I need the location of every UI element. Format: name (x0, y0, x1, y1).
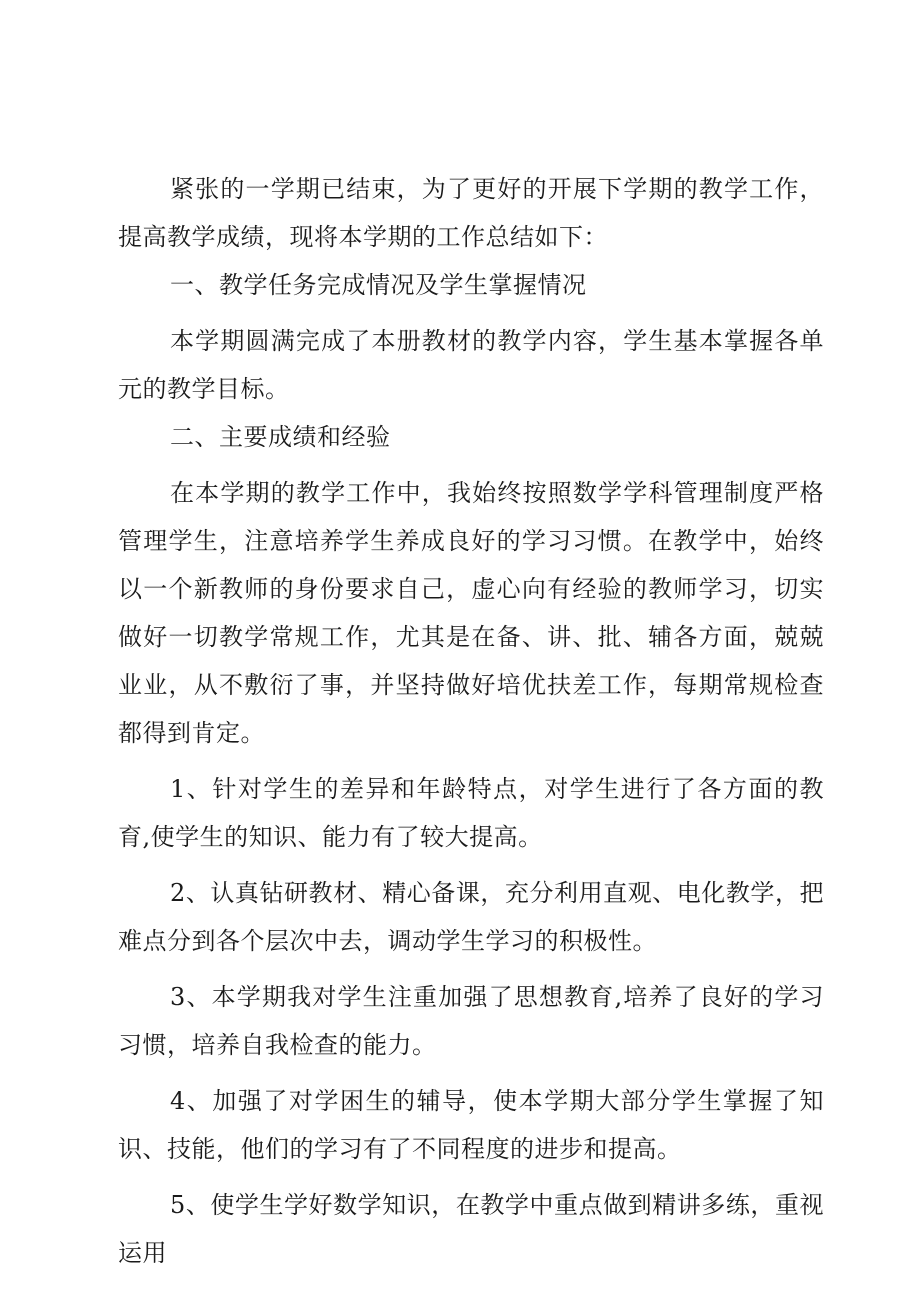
list-item-3: 3、本学期我对学生注重加强了思想教育,培养了良好的学习习惯，培养自我检查的能力。 (118, 983, 824, 1059)
list-item-5: 5、使学生学好数学知识，在教学中重点做到精讲多练，重视运用 (118, 1191, 824, 1267)
list-item-4: 4、加强了对学困生的辅导，使本学期大部分学生掌握了知识、技能，他们的学习有了不同程度的进步和提高。 (118, 1087, 824, 1163)
section-1-paragraph: 本学期圆满完成了本册教材的教学内容，学生基本掌握各单元的教学目标。 (118, 327, 824, 403)
section-heading-2: 二、主要成绩和经验 (170, 423, 391, 451)
list-item-2: 2、认真钻研教材、精心备课，充分利用直观、电化教学，把难点分到各个层次中去，调动学生学习的积极性。 (118, 879, 824, 955)
intro-paragraph: 紧张的一学期已结束，为了更好的开展下学期的教学工作，提高教学成绩，现将本学期的工作总结如下： (118, 175, 824, 251)
section-heading-1: 一、教学任务完成情况及学生掌握情况 (170, 271, 587, 299)
section-2-paragraph: 在本学期的教学工作中，我始终按照数学学科管理制度严格管理学生，注意培养学生养成良好的学习习惯。在教学中，始终以一个新教师的身份要求自己，虚心向有经验的教师学习，切实做好一切教学常规工作，尤其是在备、讲、批、辅各方面，兢兢业业，从不敷衍了事，并坚持做好培优扶差工作，每期常规检查都得到肯定。 (118, 479, 824, 747)
document-body (118, 165, 824, 1277)
list-item-1: 1、针对学生的差异和年龄特点，对学生进行了各方面的教育,使学生的知识、能力有了较大提高。 (118, 775, 824, 851)
